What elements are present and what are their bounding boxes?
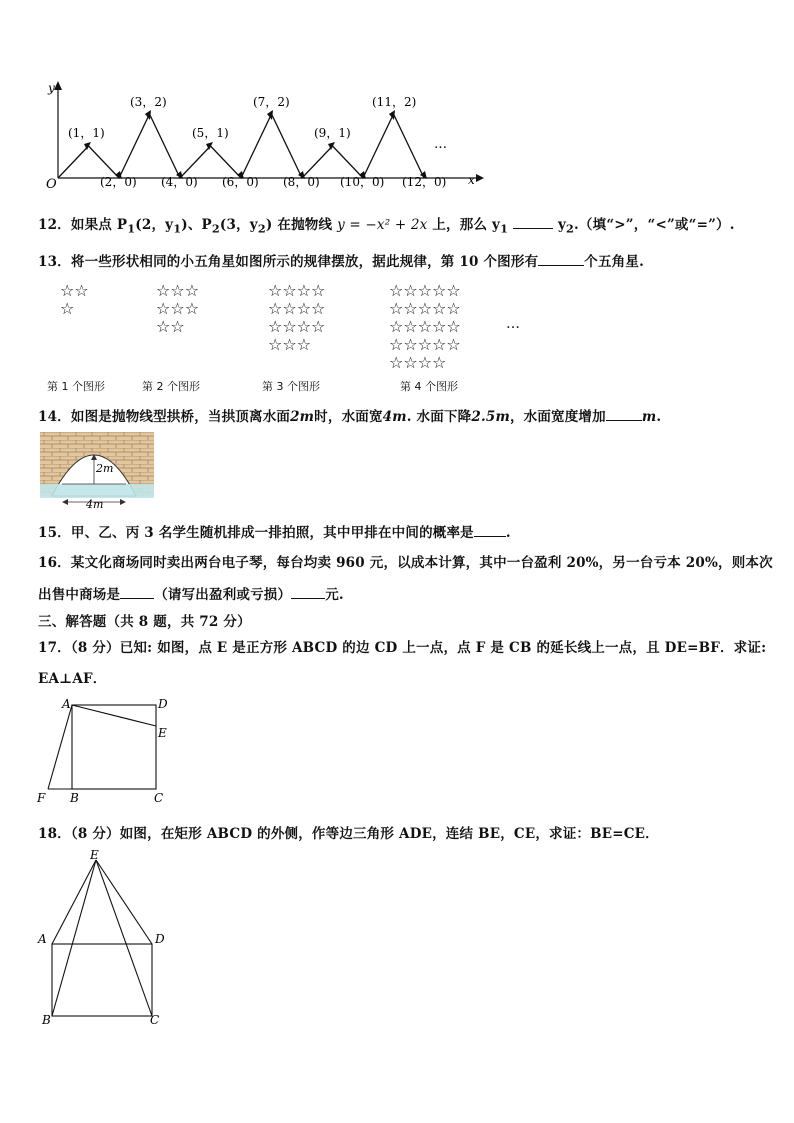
tick-label: (4，0) [161,175,198,189]
arch-width-label: 4m [86,498,104,508]
vertex-label: D [158,697,168,711]
vertex-label: A [62,697,71,711]
question-15: 15．甲、乙、丙 3 名学生随机排成一排拍照，其中甲排在中间的概率是 . [38,525,511,541]
vertex-label: C [154,791,164,805]
peak-label: (5，1) [192,126,229,140]
tick-label: (8，0) [283,175,320,189]
figure-caption: 第 3 个图形 [262,380,320,393]
peak-label: (3，2) [130,95,167,109]
vertex-label: B [70,791,79,805]
answer-blank[interactable] [120,586,154,599]
answer-blank[interactable] [474,524,506,537]
peak-label: (7，2) [253,95,290,109]
ellipsis: … [434,137,447,152]
answer-blank[interactable] [513,216,553,229]
vertex-label: E [158,726,167,740]
formula: y = −x² + 2x [337,217,428,233]
question-17-line2: EA⊥AF． [38,671,107,687]
vertex-label: A [38,932,47,946]
peak-label: (1，1) [68,126,105,140]
zigzag-line [58,114,424,178]
rectangle-triangle-figure [34,846,174,1028]
square-figure [34,696,174,808]
vertex-label: B [42,1013,51,1027]
question-17: 17．（8 分）已知: 如图，点 E 是正方形 ABCD 的边 CD 上一点，点 F 是 CB 的延长线上一点，且 DE=BF．求证: [38,640,767,656]
vertex-label: D [155,932,165,946]
arch-bridge-figure [40,432,154,508]
question-16: 16．某文化商场同时卖出两台电子琴，每台均卖 960 元，以成本计算，其中一台盈利 20%，另一台亏本 20%，则本次 [38,555,773,571]
figure-caption: 第 2 个图形 [142,380,200,393]
star-figure-1: ☆☆ ☆ [60,281,89,318]
x-axis-label: x [468,173,475,187]
arch-height-label: 2m [96,462,114,475]
question-number: 12． [38,217,71,233]
vertex-label: C [150,1013,160,1027]
section-heading: 三、解答题（共 8 题，共 72 分） [38,614,251,630]
tick-label: (6，0) [222,175,259,189]
answer-blank[interactable] [538,253,584,266]
peak-label: (9，1) [314,126,351,140]
tick-label: (12，0) [402,175,447,189]
star-figure-2: ☆☆☆ ☆☆☆ ☆☆ [156,281,200,336]
star-figure-3: ☆☆☆☆ ☆☆☆☆ ☆☆☆☆ ☆☆☆ [268,281,326,354]
answer-blank[interactable] [291,586,325,599]
question-16-line2: 出售中商场是 （请写出盈利或亏损） 元. [38,587,344,603]
origin-label: O [46,177,57,192]
tick-label: (10，0) [340,175,385,189]
question-18: 18．（8 分）如图，在矩形 ABCD 的外侧，作等边三角形 ADE，连结 BE，CE，求证：BE=CE． [38,826,659,842]
figure-caption: 第 4 个图形 [400,380,458,393]
question-14: 14．如图是抛物线型拱桥，当拱顶离水面2m时，水面宽4m. 水面下降2.5m，水面宽度增加 m. [38,409,662,425]
question-13: 13．将一些形状相同的小五角星如图所示的规律摆放，据此规律，第 10 个图形有 个五角星. [38,254,644,270]
tick-label: (2，0) [100,175,137,189]
star-figure-4: ☆☆☆☆☆ ☆☆☆☆☆ ☆☆☆☆☆ ☆☆☆☆☆ ☆☆☆☆ [389,281,461,372]
vertex-label: E [90,848,99,862]
peak-label: (11，2) [372,95,417,109]
answer-blank[interactable] [606,408,642,421]
vertex-label: F [37,791,46,805]
figure-caption: 第 1 个图形 [47,380,105,393]
zigzag-figure [36,78,496,196]
star-ellipsis: … [506,316,520,332]
y-axis-label: y [48,81,55,95]
question-12: 12．如果点 $P_1(2$，$y_1$)、$P_2(3$，$y_2$) 在抛物线 y = −x² + 2x 上，那么 $y_1$ $y_2$.（填“>”，“<”或“=”）. [38,217,735,236]
